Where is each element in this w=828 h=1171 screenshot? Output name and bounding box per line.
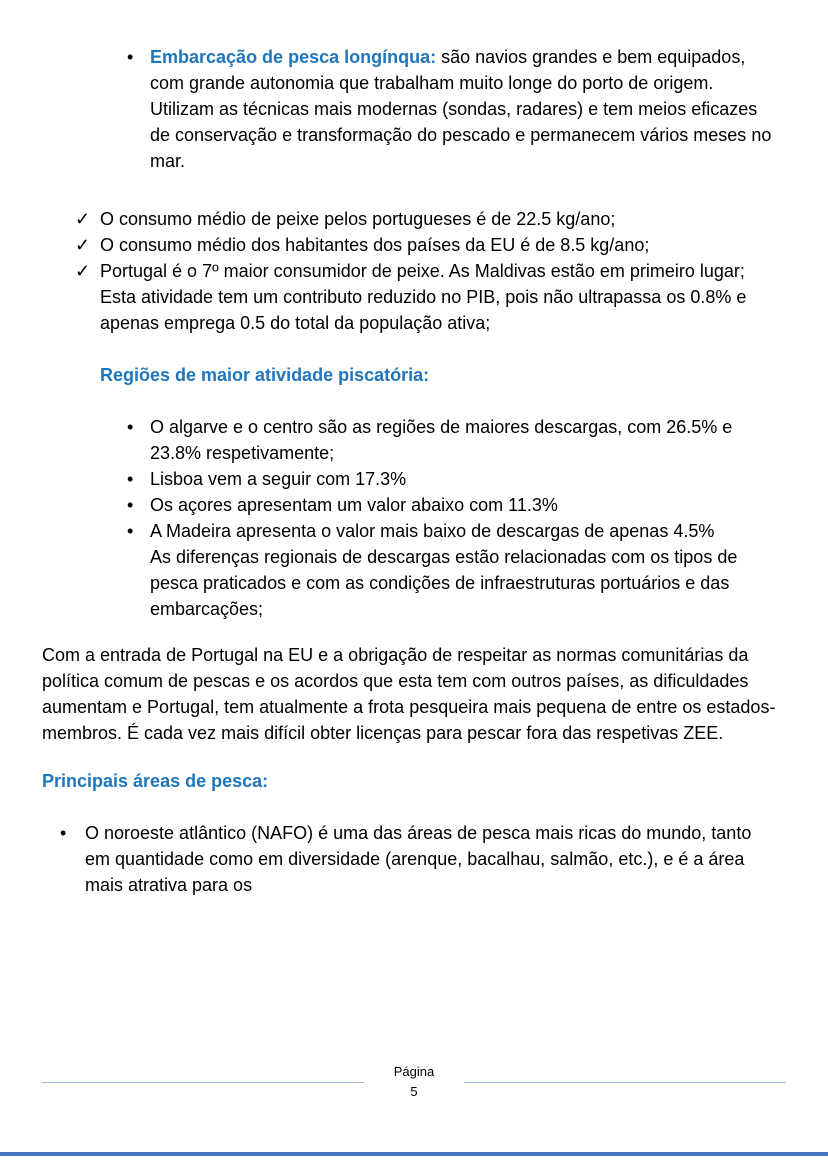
list-item [127, 492, 778, 518]
region-item: A Madeira apresenta o valor mais baixo de descargas de apenas 4.5% [150, 521, 715, 541]
page-number: 5 [410, 1084, 418, 1099]
vessel-item-text [150, 44, 778, 174]
fishing-area-item: O noroeste atlântico (NAFO) é uma das áreas de pesca mais ricas do mundo, tanto em quantidade como em diversidade (arenque, bacalhau, salmão, etc.), e é a área mais atrativa para os [85, 823, 752, 895]
regional-differences-note: As diferenças regionais de descargas estão relacionadas com os tipos de pesca praticados e com as condições de infraestruturas portuários e das embarcações; [150, 547, 738, 619]
list-item [75, 232, 778, 258]
fishing-areas-list [60, 820, 778, 898]
fishing-areas-heading: Principais áreas de pesca: [42, 771, 269, 791]
list-item [127, 518, 778, 622]
check-icon: ✓ [75, 235, 91, 255]
consumption-item: O consumo médio de peixe pelos portugueses é de 22.5 kg/ano; [100, 209, 616, 229]
region-item: Lisboa vem a seguir com 17.3% [150, 469, 407, 489]
bottom-border-bar [0, 1152, 828, 1156]
list-item [75, 206, 778, 232]
bullet-icon: • [127, 495, 134, 515]
vessel-description: são navios grandes e bem equipados, com grande autonomia que trabalham muito longe do porto de origem. Utilizam as técnicas mais modernas (sondas, radares) e tem meios eficazes de conservação e transformação do pescado e permanecem vários meses no mar. [150, 47, 772, 171]
footer-rule-right [464, 1082, 786, 1083]
region-item: O algarve e o centro são as regiões de maiores descargas, com 26.5% e 23.8% respetivamente; [150, 417, 733, 463]
consumption-item: O consumo médio dos habitantes dos países da EU é de 8.5 kg/ano; [100, 235, 650, 255]
vessel-term: Embarcação de pesca longínqua: [150, 47, 437, 67]
bullet-icon: • [127, 469, 134, 489]
list-item [60, 820, 778, 898]
check-icon: ✓ [75, 209, 91, 229]
footer-center [364, 1062, 464, 1102]
regions-heading: Regiões de maior atividade piscatória: [100, 365, 430, 385]
consumption-item-group [100, 258, 778, 336]
pib-note: Esta atividade tem um contributo reduzido no PIB, pois não ultrapassa os 0.8% e apenas emprega 0.5 do total da população ativa; [100, 287, 747, 333]
regions-list [127, 414, 778, 622]
bullet-icon: • [127, 521, 134, 541]
page-footer [42, 1062, 786, 1102]
eu-policy-paragraph: Com a entrada de Portugal na EU e a obrigação de respeitar as normas comunitárias da política comum de pescas e os acordos que esta tem com outros países, as dificuldades aumentam e Portugal, tem atualmente a frota pesqueira mais pequena de entre os estados-membros. É cada vez mais difícil obter licenças para pescar fora das respetivas ZEE. [42, 645, 776, 743]
bullet-icon: • [60, 823, 67, 843]
list-item [75, 258, 778, 336]
consumption-list [75, 206, 778, 336]
list-item [127, 44, 778, 174]
region-item: Os açores apresentam um valor abaixo com 11.3% [150, 495, 558, 515]
page-footer-label: Página [393, 1064, 435, 1079]
region-item-group [150, 518, 778, 622]
list-item [127, 414, 778, 466]
list-item [127, 466, 778, 492]
vessel-bullet-list [127, 44, 778, 174]
footer-rule-left [42, 1082, 364, 1083]
bullet-icon: • [127, 417, 134, 437]
check-icon: ✓ [75, 261, 91, 281]
bullet-icon: • [127, 47, 134, 67]
consumption-item: Portugal é o 7º maior consumidor de peixe. As Maldivas estão em primeiro lugar; [100, 261, 745, 281]
